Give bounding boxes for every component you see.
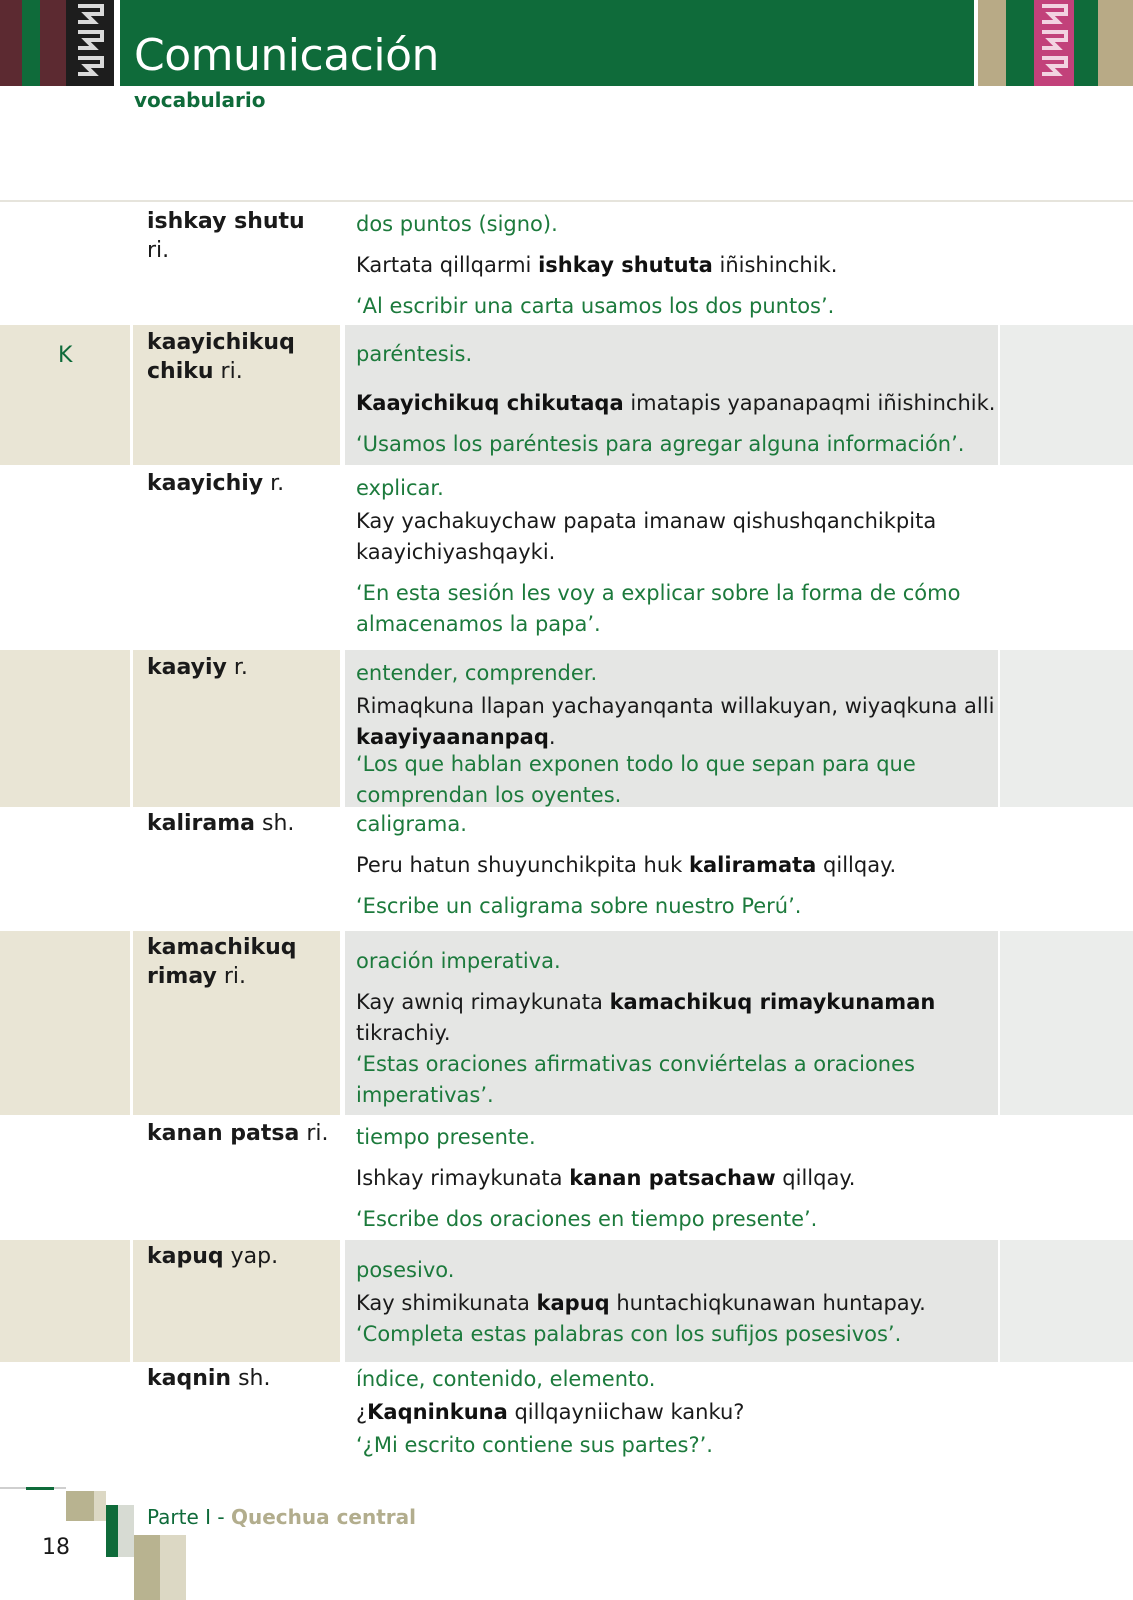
- section-label: vocabulario: [134, 88, 266, 112]
- glossary-entry: [0, 202, 1133, 325]
- entry-body: [356, 473, 996, 640]
- zigzag-pattern-icon: [1034, 0, 1074, 86]
- woven-pattern-right: [1034, 0, 1074, 86]
- section-letter: K: [58, 343, 73, 368]
- entry-term: kamachikuq rimay ri.: [147, 935, 297, 989]
- entry-term: kapuq yap.: [147, 1244, 279, 1269]
- entry-term: kaqnin sh.: [147, 1366, 271, 1391]
- entry-definition: oración imperativa.: [356, 949, 561, 973]
- entry-definition: entender, comprender.: [356, 661, 598, 685]
- entry-body: [356, 946, 996, 1111]
- glossary-entry: [0, 1362, 1133, 1472]
- entry-term: ishkay shutu ri.: [147, 209, 305, 263]
- entry-body: [356, 809, 996, 922]
- entry-definition: dos puntos (signo).: [356, 212, 558, 236]
- zigzag-pattern-icon: [66, 0, 114, 86]
- entry-example: Kaayichikuq chikutaqa imatapis yapanapaqmi iñishinchik.: [356, 391, 996, 415]
- glossary-entry: [0, 1115, 1133, 1240]
- page-title: Comunicación: [134, 30, 439, 81]
- entry-definition: tiempo presente.: [356, 1125, 536, 1149]
- entry-translation: ‘Completa estas palabras con los sufijos posesivos’.: [356, 1322, 902, 1346]
- entry-term: kaayichikuq chiku ri.: [147, 330, 295, 384]
- glossary-entry: [0, 1240, 1133, 1362]
- header-strip: [1006, 0, 1034, 86]
- entry-term: kalirama sh.: [147, 811, 295, 836]
- entry-example: Rimaqkuna llapan yachayanqanta willakuyan, wiyaqkuna alli kaayiyaananpaq.: [356, 694, 995, 749]
- entry-translation: ‘Los que hablan exponen todo lo que sepan para que comprendan los oyentes.: [356, 752, 916, 807]
- glossary-entry: [0, 931, 1133, 1115]
- glossary-entry: [0, 325, 1133, 465]
- entry-definition: paréntesis.: [356, 342, 473, 366]
- header-strip: [978, 0, 1006, 86]
- entry-body: [356, 339, 996, 460]
- entry-example: Ishkay rimaykunata kanan patsachaw qillqay.: [356, 1166, 856, 1190]
- entry-translation: ‘Escribe un caligrama sobre nuestro Perú’.: [356, 894, 802, 918]
- entry-translation: ‘¿Mi escrito contiene sus partes?’.: [356, 1433, 713, 1457]
- entry-body: [356, 209, 996, 322]
- entry-translation: ‘En esta sesión les voy a explicar sobre la forma de cómo almacenamos la papa’.: [356, 581, 961, 636]
- footer-part-label: Parte I - Quechua central: [147, 1505, 417, 1529]
- header-strip: [0, 0, 22, 86]
- entry-translation: ‘Estas oraciones afirmativas conviértelas a oraciones imperativas’.: [356, 1052, 915, 1107]
- glossary-entry: [0, 807, 1133, 931]
- entry-term: kanan patsa ri.: [147, 1121, 329, 1146]
- entry-definition: índice, contenido, elemento.: [356, 1367, 656, 1391]
- entry-term: kaayichiy r.: [147, 471, 285, 496]
- glossary-entry: [0, 650, 1133, 807]
- entry-example: Peru hatun shuyunchikpita huk kaliramata qillqay.: [356, 853, 897, 877]
- entry-example: Kay awniq rimaykunata kamachikuq rimaykunaman tikrachiy.: [356, 990, 936, 1045]
- entry-example: Kay shimikunata kapuq huntachiqkunawan huntapay.: [356, 1291, 926, 1315]
- entry-translation: ‘Al escribir una carta usamos los dos puntos’.: [356, 294, 835, 318]
- entry-example: ¿Kaqninkuna qillqayniichaw kanku?: [356, 1400, 745, 1424]
- entry-definition: caligrama.: [356, 812, 467, 836]
- header-strip: [1098, 0, 1133, 86]
- entry-translation: ‘Escribe dos oraciones en tiempo presente’.: [356, 1207, 818, 1231]
- entry-body: [356, 1255, 996, 1350]
- entry-term: kaayiy r.: [147, 655, 248, 680]
- header-strip: [40, 0, 66, 86]
- entry-example: Kay yachakuychaw papata imanaw qishushqanchikpita kaayichiyashqayki.: [356, 509, 937, 564]
- woven-pattern-left: [66, 0, 114, 86]
- entry-translation: ‘Usamos los paréntesis para agregar alguna información’.: [356, 432, 965, 456]
- entry-definition: explicar.: [356, 476, 444, 500]
- entry-definition: posesivo.: [356, 1258, 455, 1282]
- entry-example: Kartata qillqarmi ishkay shututa iñishinchik.: [356, 253, 838, 277]
- header-strip: [22, 0, 40, 86]
- page-number: 18: [42, 1535, 70, 1560]
- header-strip: [1074, 0, 1098, 86]
- entry-body: [356, 1364, 996, 1461]
- glossary-entry: [0, 465, 1133, 650]
- entry-body: [356, 658, 996, 811]
- entry-body: [356, 1122, 996, 1235]
